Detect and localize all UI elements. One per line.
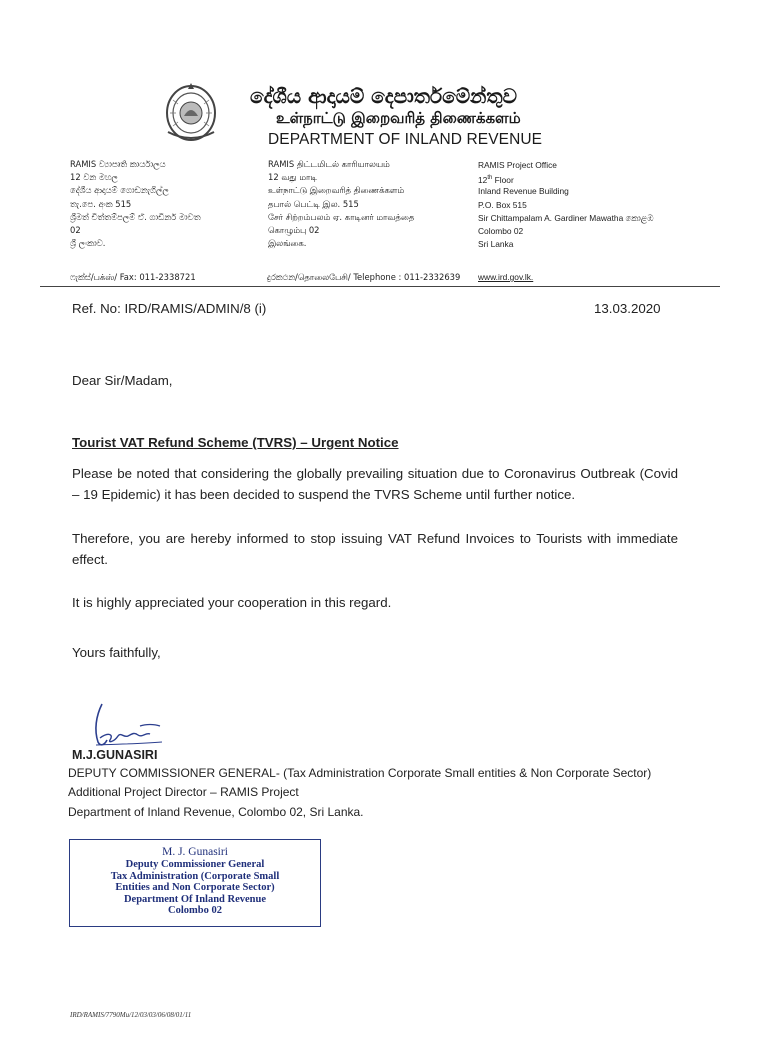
- paragraph-appreciation: It is highly appreciated your cooperation in this regard.: [72, 595, 392, 610]
- closing: Yours faithfully,: [72, 645, 161, 660]
- address-floor: 12th Floor: [478, 174, 514, 185]
- website-link[interactable]: www.ird.gov.lk.: [478, 272, 534, 282]
- sri-lanka-emblem-icon: [160, 80, 222, 144]
- department-title-sinhala: දේශීය ආදායම් දෙපාර්තමේන්තුව: [250, 84, 517, 108]
- paragraph-instruction: Therefore, you are hereby informed to stop issuing VAT Refund Invoices to Tourists with immediate effect.: [72, 531, 678, 567]
- signatory-name: M.J.GUNASIRI: [72, 748, 158, 762]
- fax-number: ෆැක්ස්/பக்ஸ்/ Fax: 011-2338721: [70, 272, 196, 282]
- letterhead-divider: [40, 286, 720, 287]
- address-sinhala: RAMIS ව්‍යාපෘති කාර්යාලය 12 වන මහල දේශීය ආදායම් ගොඩනැගිල්ල තැ.පෙ. අංක 515 ශ්‍රීමත් චිත්තම්පලම් ඒ. ගාඩිනර් මාවත 02 ශ්‍රී ලංකාව.: [70, 159, 201, 249]
- subject-heading: Tourist VAT Refund Scheme (TVRS) – Urgent Notice: [72, 435, 399, 450]
- department-title-english: DEPARTMENT OF INLAND REVENUE: [268, 131, 543, 148]
- signatory-department: Department of Inland Revenue, Colombo 02, Sri Lanka.: [68, 805, 364, 819]
- address-english: RAMIS Project Office 12th Floor Inland Revenue Building P.O. Box 515 Sir Chittampalam A. Gardiner Mawatha කොළඹ Colombo 02 Sri Lanka: [478, 160, 654, 250]
- signatory-project-role: Additional Project Director – RAMIS Project: [68, 785, 299, 799]
- paragraph-suspension: Please be noted that considering the globally prevailing situation due to Coronavirus Outbreak (Covid – 19 Epidemic) it has been decided to suspend the TVRS Scheme until further notice.: [72, 466, 678, 502]
- salutation: Dear Sir/Madam,: [72, 373, 173, 388]
- handwritten-signature: [88, 702, 168, 748]
- address-tamil: RAMIS திட்டமிடல் காரியாலயம் 12 வது மாடி உள்நாட்டு இறைவரித் திணைக்களம் தபால் பெட்டி இல. 515 சேர் சிற்றம்பலம் ஏ. காடினர் மாவத்தை கொழும்பு 02 இலங்கை.: [268, 159, 415, 249]
- telephone-number: දුරකථන/தொலைபேசி/ Telephone : 011-2332639: [267, 272, 461, 282]
- document-code: IRD/RAMIS/7790Mu/12/03/03/06/08/01/11: [70, 1011, 192, 1019]
- signatory-designation: DEPUTY COMMISSIONER GENERAL- (Tax Administration Corporate Small entities & Non Corporate Sector): [68, 766, 652, 780]
- official-stamp: M. J. Gunasiri Deputy Commissioner General Tax Administration (Corporate Small Entities and Non Corporate Sector) Department Of Inland Revenue Colombo 02: [69, 839, 321, 927]
- letter-date: 13.03.2020: [594, 301, 661, 316]
- reference-number: Ref. No: IRD/RAMIS/ADMIN/8 (i): [72, 301, 267, 316]
- department-title-tamil: உள்நாட்டு இறைவரித் திணைக்களம்: [276, 109, 521, 127]
